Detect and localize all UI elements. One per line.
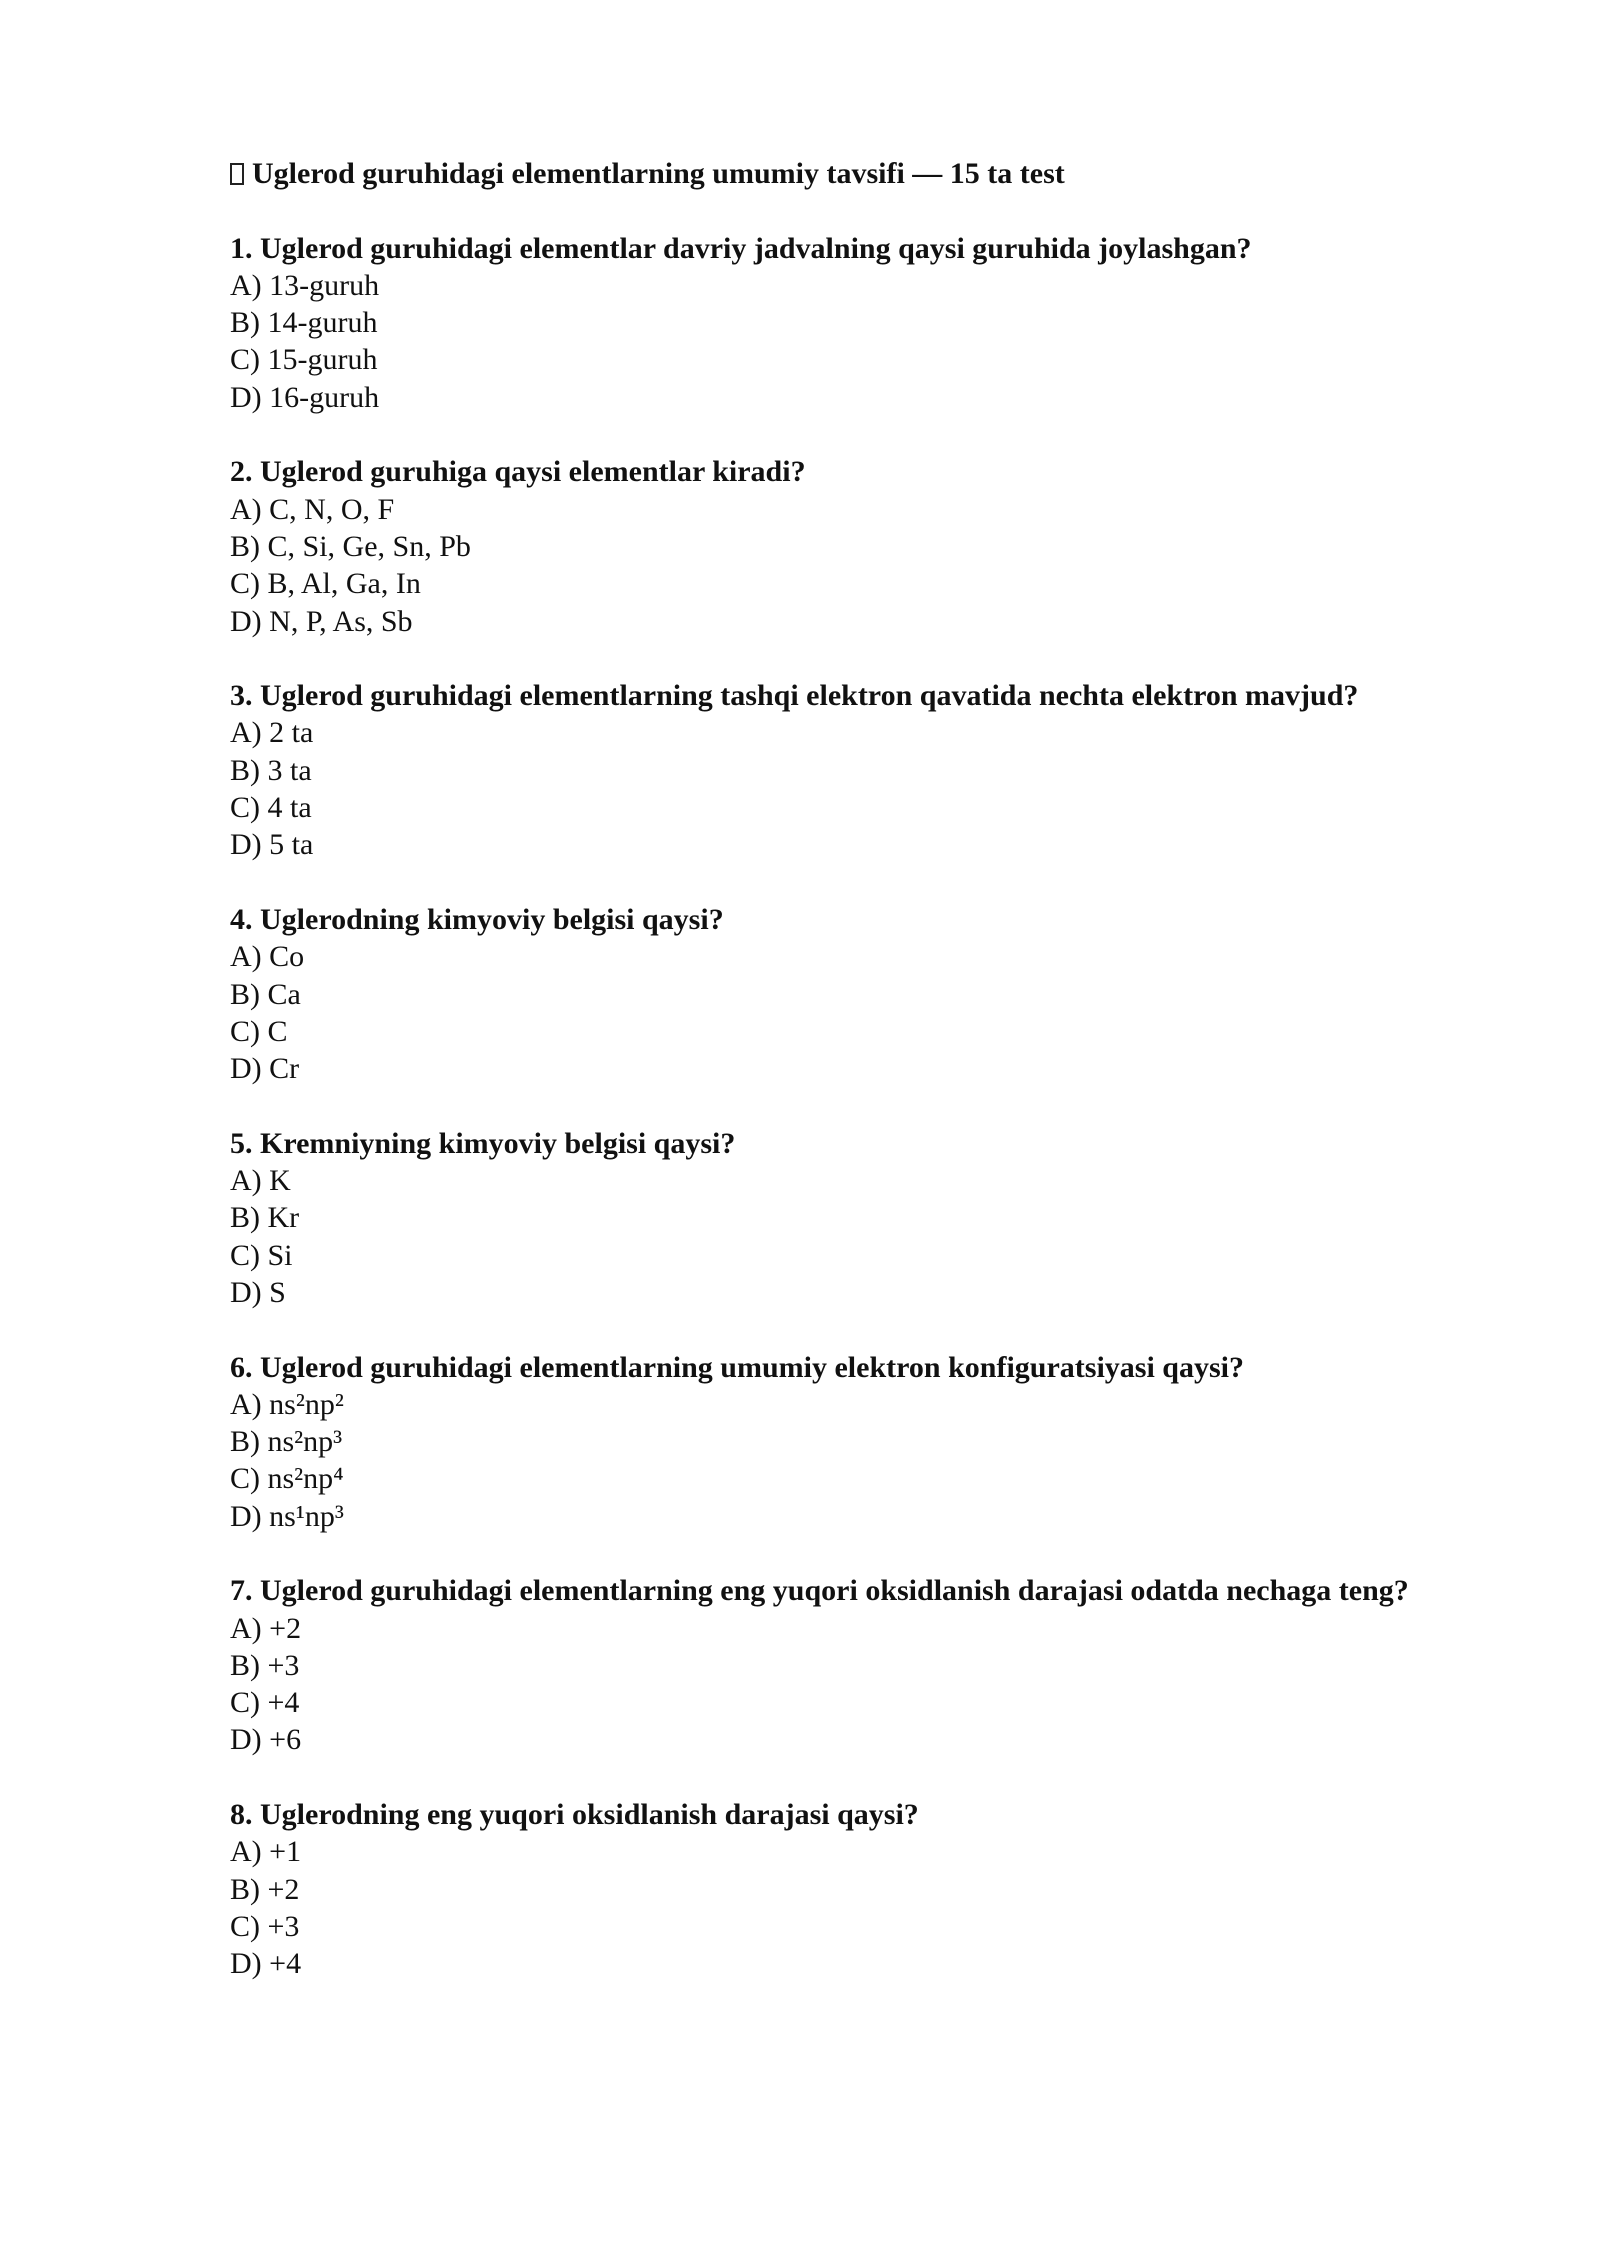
answer-option: B) 14-guruh bbox=[230, 306, 378, 340]
document-title-line bbox=[230, 155, 1470, 192]
quiz-list bbox=[230, 230, 1470, 1983]
question-block bbox=[230, 453, 1470, 639]
answer-options bbox=[230, 1610, 1470, 1759]
question-text: 5. Kremniyning kimyoviy belgisi qaysi? bbox=[230, 1126, 736, 1160]
question-block bbox=[230, 230, 1470, 416]
answer-option: A) C, N, O, F bbox=[230, 492, 395, 526]
question-text: 2. Uglerod guruhiga qaysi elementlar kiradi? bbox=[230, 455, 806, 489]
answer-option: B) ns²np³ bbox=[230, 1425, 343, 1459]
answer-option: B) +2 bbox=[230, 1872, 300, 1906]
answer-option: A) K bbox=[230, 1164, 291, 1198]
question-block bbox=[230, 1349, 1470, 1535]
answer-option: A) ns²np² bbox=[230, 1387, 344, 1421]
answer-options bbox=[230, 938, 1470, 1087]
answer-options bbox=[230, 1386, 1470, 1535]
answer-option: C) +4 bbox=[230, 1686, 300, 1720]
question-block bbox=[230, 1572, 1470, 1758]
question-block bbox=[230, 1796, 1470, 1982]
question-block bbox=[230, 901, 1470, 1087]
answer-option: D) 5 ta bbox=[230, 828, 314, 862]
answer-option: B) +3 bbox=[230, 1648, 300, 1682]
question-block bbox=[230, 1125, 1470, 1311]
answer-option: A) 13-guruh bbox=[230, 268, 380, 302]
document-title: Uglerod guruhidagi elementlarning umumiy tavsifi — 15 ta test bbox=[252, 157, 1065, 190]
answer-option: A) +1 bbox=[230, 1835, 302, 1869]
question-block bbox=[230, 677, 1470, 863]
answer-option: C) Si bbox=[230, 1238, 293, 1272]
question-text: 4. Uglerodning kimyoviy belgisi qaysi? bbox=[230, 902, 724, 936]
answer-option: D) N, P, As, Sb bbox=[230, 604, 413, 638]
answer-option: C) B, Al, Ga, In bbox=[230, 567, 421, 601]
answer-option: B) 3 ta bbox=[230, 753, 312, 787]
document-page bbox=[230, 155, 1470, 2020]
answer-option: C) ns²np⁴ bbox=[230, 1462, 344, 1496]
answer-option: A) Co bbox=[230, 940, 305, 974]
answer-options bbox=[230, 714, 1470, 863]
question-text: 6. Uglerod guruhidagi elementlarning umumiy elektron konfiguratsiyasi qaysi? bbox=[230, 1350, 1244, 1384]
answer-option: B) Ca bbox=[230, 977, 301, 1011]
answer-option: C) 15-guruh bbox=[230, 343, 378, 377]
answer-option: D) Cr bbox=[230, 1052, 300, 1086]
answer-options bbox=[230, 267, 1470, 416]
question-text: 3. Uglerod guruhidagi elementlarning tashqi elektron qavatida nechta elektron mavjud? bbox=[230, 679, 1359, 713]
answer-option: B) Kr bbox=[230, 1201, 300, 1235]
question-text: 7. Uglerod guruhidagi elementlarning eng yuqori oksidlanish darajasi odatda nechaga teng? bbox=[230, 1574, 1409, 1608]
answer-option: C) 4 ta bbox=[230, 791, 312, 825]
answer-option: A) 2 ta bbox=[230, 716, 314, 750]
answer-option: A) +2 bbox=[230, 1611, 302, 1645]
answer-option: D) +4 bbox=[230, 1947, 302, 1981]
answer-option: D) ns¹np³ bbox=[230, 1499, 344, 1533]
answer-options bbox=[230, 491, 1470, 640]
answer-options bbox=[230, 1162, 1470, 1311]
missing-glyph-box-icon bbox=[230, 163, 244, 185]
answer-option: C) C bbox=[230, 1014, 288, 1048]
question-text: 1. Uglerod guruhidagi elementlar davriy jadvalning qaysi guruhida joylashgan? bbox=[230, 231, 1252, 265]
answer-option: C) +3 bbox=[230, 1909, 300, 1943]
answer-option: D) 16-guruh bbox=[230, 380, 380, 414]
answer-option: D) +6 bbox=[230, 1723, 302, 1757]
answer-options bbox=[230, 1833, 1470, 1982]
question-text: 8. Uglerodning eng yuqori oksidlanish darajasi qaysi? bbox=[230, 1798, 919, 1832]
answer-option: B) C, Si, Ge, Sn, Pb bbox=[230, 529, 471, 563]
answer-option: D) S bbox=[230, 1275, 286, 1309]
